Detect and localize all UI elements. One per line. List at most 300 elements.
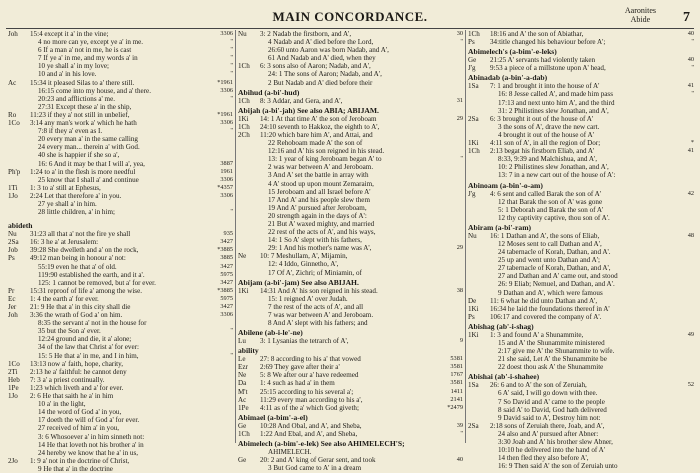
concordance-line xyxy=(468,90,694,98)
verse-text: 12 thy captivity captive, thou son of A'. xyxy=(498,213,610,222)
book-abbrev xyxy=(468,214,490,222)
concordance-line xyxy=(238,139,463,147)
verse-text: 1:22 And Ebal, and A', and Sheba, xyxy=(260,429,358,438)
book-abbrev: Joh xyxy=(8,30,18,38)
concordance-line xyxy=(8,95,233,103)
book-abbrev: De xyxy=(468,296,477,305)
book-abbrev xyxy=(468,99,490,107)
concordance-line xyxy=(468,123,694,131)
concordance-line xyxy=(468,64,694,72)
book-abbrev xyxy=(8,400,30,408)
concordance-line xyxy=(238,212,463,220)
verse-text: 3:14 any man's work a' which he hath xyxy=(30,119,137,128)
strongs-number: " xyxy=(460,38,463,46)
book-abbrev xyxy=(238,46,260,54)
verse-text: 21: 9 He that a' in this city shall die xyxy=(30,303,131,311)
concordance-line xyxy=(238,79,463,87)
book-abbrev: Le xyxy=(238,355,246,364)
concordance-line xyxy=(238,54,463,62)
strongs-number: 3306 xyxy=(220,30,233,37)
concordance-line xyxy=(8,400,233,408)
concordance-line xyxy=(238,188,463,196)
book-abbrev xyxy=(8,408,30,416)
book-abbrev xyxy=(8,143,30,151)
verse-text: 25 up and went unto Dathan and A'; xyxy=(498,256,600,265)
verse-text: 1: 4 the earth a' for ever. xyxy=(30,294,99,303)
book-abbrev xyxy=(468,414,490,422)
strongs-number xyxy=(672,280,694,288)
entry-headword xyxy=(238,345,463,355)
verse-text: 8 said A' to David, God hath delivered xyxy=(498,405,607,414)
strongs-number xyxy=(672,422,694,430)
verse-text: 18:16 and A' the son of Abiathar, xyxy=(490,30,584,38)
strongs-number xyxy=(441,413,463,422)
headword-text: ability xyxy=(238,346,259,356)
concordance-line xyxy=(8,384,233,392)
verse-text: 25 know that I shall a' and continue xyxy=(38,175,139,184)
verse-text: 12 that Barak the son of A' was gone xyxy=(498,197,603,206)
book-abbrev xyxy=(468,280,490,288)
verse-text: 4 A' stood up upon mount Zemaraim, xyxy=(268,179,374,188)
concordance-line xyxy=(238,269,463,277)
concordance-line xyxy=(468,331,694,339)
concordance-line xyxy=(8,287,233,295)
book-abbrev: Pr xyxy=(8,286,15,295)
strongs-number: 5975 xyxy=(220,294,233,302)
concordance-line xyxy=(468,347,694,355)
verse-text: 11:23 if they a' not still in unbelief, xyxy=(30,110,130,119)
verse-text: 3 the sons of A', drave the new cart. xyxy=(498,122,600,131)
entry-headword xyxy=(468,371,694,381)
concordance-line xyxy=(8,352,233,360)
book-abbrev: 1Ch xyxy=(468,147,480,156)
concordance-line xyxy=(238,147,463,155)
book-abbrev: 1Ki xyxy=(468,304,479,313)
verse-text: 125: 1 cannot be removed, but a' for ever. xyxy=(38,278,156,287)
concordance-line xyxy=(8,54,233,62)
entry-headword xyxy=(468,180,694,190)
strongs-number: 29 xyxy=(456,114,463,122)
concordance-columns xyxy=(6,30,696,473)
verse-text: 27 ye shall a' in him. xyxy=(38,199,97,208)
book-abbrev: 1Ti xyxy=(8,183,18,192)
strongs-number: *3885 xyxy=(217,246,233,254)
concordance-line xyxy=(8,87,233,95)
strongs-number xyxy=(672,206,694,214)
strongs-number xyxy=(672,115,694,123)
concordance-line xyxy=(468,107,694,115)
strongs-number xyxy=(672,454,694,462)
strongs-number: 48 xyxy=(687,231,694,239)
strongs-number: *4357 xyxy=(217,183,233,191)
verse-text: 13:13 now a' faith, hope, charity, xyxy=(30,359,124,368)
concordance-line xyxy=(238,46,463,54)
verse-text: 3 But God came to A' in a dream xyxy=(268,464,362,473)
entry-headword xyxy=(468,72,694,82)
concordance-line xyxy=(8,343,233,351)
concordance-line xyxy=(8,368,233,376)
strongs-number xyxy=(211,200,233,208)
strongs-number xyxy=(441,252,463,260)
strongs-number xyxy=(441,448,463,456)
book-abbrev: 1Ch xyxy=(238,429,250,438)
strongs-number: 52 xyxy=(687,381,694,389)
book-abbrev xyxy=(238,38,260,46)
concordance-line xyxy=(8,200,233,208)
verse-text: 9:53 a piece of a millstone upon A' head, xyxy=(490,64,606,73)
concordance-line xyxy=(8,295,233,303)
headword-text: Abishag (ab'-i-shag) xyxy=(468,321,534,331)
strongs-number xyxy=(211,319,233,327)
strongs-number: 3306 xyxy=(220,86,233,94)
verse-text: 61 And Nadab and A' died, when they xyxy=(268,54,376,63)
book-abbrev xyxy=(8,424,30,432)
concordance-line xyxy=(238,171,463,179)
strongs-number xyxy=(672,171,694,179)
concordance-line xyxy=(468,139,694,147)
entry-headword xyxy=(238,87,463,97)
book-abbrev xyxy=(8,103,30,111)
strongs-number xyxy=(441,278,463,287)
concordance-line xyxy=(8,311,233,319)
concordance-line xyxy=(238,163,463,171)
book-abbrev xyxy=(8,441,30,449)
verse-text: 10 ye shall a' in my love; xyxy=(38,62,110,71)
book-abbrev xyxy=(468,406,490,414)
verse-text: 7 So David and A' came to the people xyxy=(498,397,605,406)
entry-headword xyxy=(238,277,463,287)
book-abbrev xyxy=(8,151,30,159)
concordance-line xyxy=(238,311,463,319)
concordance-line xyxy=(468,198,694,206)
concordance-line xyxy=(8,271,233,279)
verse-text: 7:8 if they a' even as I. xyxy=(38,127,103,136)
strongs-number xyxy=(211,424,233,432)
strongs-number xyxy=(441,46,463,54)
strongs-number: 41 xyxy=(687,82,694,90)
verse-text: 14: 1 So A' slept with his fathers, xyxy=(268,236,362,245)
verse-text: 1: 4 such as had a' in them xyxy=(260,379,335,388)
strongs-number xyxy=(672,214,694,222)
concordance-line xyxy=(8,135,233,143)
concordance-line xyxy=(238,371,463,379)
book-abbrev xyxy=(238,236,260,244)
headword-text: Abihud (a-bi'-hud) xyxy=(238,87,300,97)
strongs-number xyxy=(672,355,694,363)
book-abbrev xyxy=(8,352,30,360)
verse-text: 26: 6 and to A' the son of Zeruiah, xyxy=(490,381,587,390)
strongs-number xyxy=(211,400,233,408)
book-abbrev xyxy=(468,206,490,214)
running-head xyxy=(625,6,656,24)
concordance-line xyxy=(468,430,694,438)
book-abbrev: Ge xyxy=(238,456,247,465)
headword-text: Abishai (ab'-i-shahee) xyxy=(468,372,540,382)
strongs-number: 3887 xyxy=(220,159,233,167)
book-abbrev xyxy=(238,319,260,327)
strongs-number xyxy=(211,376,233,384)
strongs-number xyxy=(211,368,233,376)
book-abbrev xyxy=(238,79,260,87)
verse-text: 34 of the law that Christ a' for ever: xyxy=(38,343,139,352)
strongs-number: " xyxy=(691,90,694,98)
concordance-line xyxy=(8,424,233,432)
verse-text: 2:24 Let that therefore a' in you. xyxy=(30,191,122,200)
concordance-line xyxy=(8,279,233,287)
concordance-line xyxy=(8,457,233,465)
verse-text: 15: 1 reigned A' over Judah. xyxy=(268,294,348,303)
concordance-line xyxy=(8,246,233,254)
verse-text: 10:10 he delivered into the hand of A' xyxy=(498,446,606,455)
verse-text: 2:13 he a' faithful: he cannot deny xyxy=(30,367,127,376)
strongs-number: " xyxy=(230,54,233,62)
concordance-line xyxy=(238,295,463,303)
verse-text: 14: 1 At that time A' the son of Jeroboam xyxy=(260,114,377,123)
strongs-number: *3885 xyxy=(217,286,233,294)
strongs-number: 29 xyxy=(456,244,463,252)
verse-text: 3: 2 Nadab the firstborn, and A', xyxy=(260,30,352,38)
page-header xyxy=(0,4,700,30)
concordance-line xyxy=(8,335,233,343)
verse-text: 13: 7 in a new cart out of the house of A': xyxy=(498,171,616,180)
concordance-line xyxy=(468,414,694,422)
concordance-line xyxy=(238,155,463,163)
book-abbrev xyxy=(8,319,30,327)
strongs-number xyxy=(441,188,463,196)
book-abbrev xyxy=(8,335,30,343)
strongs-number xyxy=(672,155,694,163)
strongs-number: 3306 xyxy=(220,191,233,199)
strongs-number: 3306 xyxy=(220,119,233,127)
concordance-line xyxy=(468,248,694,256)
book-abbrev: 2Sa xyxy=(8,238,19,247)
book-abbrev: 1Pe xyxy=(8,383,19,392)
strongs-number: 40 xyxy=(687,30,694,37)
headword-text: Abijam (a-bi'-jam) See also ABIJAH. xyxy=(238,277,359,287)
verse-text: 17 doeth the will of God a' for ever. xyxy=(38,416,140,425)
concordance-line xyxy=(8,376,233,384)
strongs-number: 5975 xyxy=(220,270,233,278)
strongs-number: " xyxy=(230,62,233,70)
verse-text: 1: 3 to a' still at Ephesus, xyxy=(30,183,101,192)
book-abbrev xyxy=(468,389,490,397)
strongs-number xyxy=(672,406,694,414)
book-abbrev: Ezr xyxy=(238,363,248,372)
verse-text: 7 was war between A' and Jeroboam. xyxy=(268,310,374,319)
strongs-number xyxy=(672,438,694,446)
strongs-number xyxy=(672,414,694,422)
concordance-line xyxy=(468,56,694,64)
concordance-line xyxy=(468,214,694,222)
concordance-line xyxy=(238,396,463,404)
verse-text: 21 she said, Let A' the Shunammite be xyxy=(498,355,607,364)
verse-text: 22 rest of the acts of A', and his ways, xyxy=(268,228,376,237)
book-abbrev xyxy=(238,464,260,472)
book-abbrev xyxy=(238,147,260,155)
strongs-number: 1961 xyxy=(220,167,233,175)
concordance-line xyxy=(468,389,694,397)
book-abbrev xyxy=(468,171,490,179)
book-abbrev xyxy=(8,127,30,135)
column-left xyxy=(6,30,236,473)
concordance-line xyxy=(238,456,463,464)
strongs-number xyxy=(441,106,463,115)
book-abbrev xyxy=(238,269,260,277)
strongs-number xyxy=(672,462,694,470)
concordance-line xyxy=(238,464,463,472)
verse-text: 8:35 the servant a' not in the house for xyxy=(38,319,147,328)
strongs-number: 30 xyxy=(456,30,463,37)
verse-text: 19 And A' pursued after Jeroboam, xyxy=(268,203,367,212)
verse-text: 15 and A' the Shunammite ministered xyxy=(498,339,605,347)
book-abbrev xyxy=(468,339,490,347)
verse-text: 21 But A' waxed mighty, and married xyxy=(268,219,375,228)
verse-text: 4:11 son of A', in all the region of Dor; xyxy=(490,139,601,148)
verse-text: 4:11 as of the a' which God giveth; xyxy=(260,403,359,412)
verse-text: 3:36 the wrath of God a' on him. xyxy=(30,311,123,320)
concordance-line xyxy=(8,168,233,176)
strongs-number xyxy=(441,464,463,472)
concordance-line xyxy=(238,319,463,327)
strongs-number xyxy=(211,221,233,230)
strongs-number xyxy=(672,305,694,313)
verse-text: 8: 3 Addar, and Gera, and A', xyxy=(260,96,343,105)
strongs-number xyxy=(672,240,694,248)
concordance-line xyxy=(468,38,694,46)
strongs-number xyxy=(211,416,233,424)
strongs-number: " xyxy=(230,127,233,135)
verse-text: 8 And A' slept with his fathers; and xyxy=(268,319,368,327)
book-abbrev xyxy=(468,155,490,163)
book-abbrev xyxy=(238,260,260,268)
concordance-line xyxy=(8,319,233,327)
concordance-line xyxy=(468,280,694,288)
verse-text: 16: 3 he a' at Jerusalem: xyxy=(30,238,99,247)
book-abbrev: Lu xyxy=(238,337,246,346)
concordance-line xyxy=(8,70,233,78)
book-abbrev xyxy=(8,200,30,208)
book-abbrev: Heb xyxy=(8,375,20,384)
verse-text: 25:15 according to his several a'; xyxy=(260,387,354,396)
strongs-number: 40 xyxy=(456,456,463,464)
concordance-line xyxy=(238,252,463,260)
verse-text: 10 a' in the light, xyxy=(38,400,86,409)
strongs-number xyxy=(211,103,233,111)
book-abbrev xyxy=(468,398,490,406)
book-abbrev xyxy=(468,248,490,256)
strongs-number: 2141 xyxy=(450,395,463,403)
concordance-line xyxy=(8,408,233,416)
book-abbrev: Jer xyxy=(8,303,17,311)
concordance-line xyxy=(468,355,694,363)
verse-text: 3: 1 Lysanias the tetrarch of A', xyxy=(260,337,349,346)
concordance-line xyxy=(468,171,694,179)
book-abbrev: Ec xyxy=(8,294,16,303)
strongs-number xyxy=(441,79,463,87)
strongs-number xyxy=(441,269,463,277)
running-head-last: Abide xyxy=(630,15,651,24)
concordance-line xyxy=(8,176,233,184)
book-abbrev xyxy=(8,135,30,143)
strongs-number xyxy=(441,171,463,179)
headword-text: Abimael (a-bim'-a-el) xyxy=(238,412,308,422)
book-abbrev xyxy=(8,263,30,271)
concordance-line xyxy=(468,272,694,280)
book-abbrev: Nu xyxy=(238,30,247,38)
strongs-number xyxy=(211,135,233,143)
book-abbrev xyxy=(238,180,260,188)
concordance-line xyxy=(8,360,233,368)
strongs-number xyxy=(211,360,233,368)
concordance-line xyxy=(8,160,233,168)
verse-text: 5: 8 We after our a' have redeemed xyxy=(260,371,359,380)
verse-text: 14 He that loveth not his brother a' in xyxy=(38,440,144,449)
verse-text: 12:24 ground and die, it a' alone; xyxy=(38,335,132,344)
entry-headword xyxy=(238,412,463,422)
concordance-line xyxy=(238,220,463,228)
concordance-line xyxy=(238,363,463,371)
strongs-number: 3427 xyxy=(220,278,233,286)
concordance-line xyxy=(8,103,233,111)
book-abbrev: 2Sa xyxy=(468,421,479,430)
concordance-line xyxy=(8,392,233,400)
strongs-number: " xyxy=(460,155,463,163)
book-abbrev xyxy=(8,176,30,184)
column-right xyxy=(466,30,696,471)
book-abbrev xyxy=(8,70,30,78)
strongs-number xyxy=(441,88,463,97)
book-abbrev: M't xyxy=(238,387,248,396)
headword-text: Abimelech's (a-bim'-e-leks) xyxy=(468,47,557,57)
book-abbrev xyxy=(238,70,260,78)
concordance-line xyxy=(8,143,233,151)
verse-text: 11: 6 what he did unto Dathan and A', xyxy=(490,296,598,305)
strongs-number xyxy=(672,446,694,454)
concordance-line xyxy=(8,433,233,441)
concordance-line xyxy=(238,204,463,212)
concordance-line xyxy=(468,256,694,264)
verse-text: 16: 6 And it may be that I will a', yea, xyxy=(38,159,145,168)
book-abbrev xyxy=(238,295,260,303)
strongs-number: 3427 xyxy=(220,238,233,246)
verse-text: 39:28 She dwelleth and a' on the rock, xyxy=(30,246,139,255)
verse-text: 2: 6 He that saith he a' in him xyxy=(30,392,114,401)
verse-text: 34:title changed his behaviour before A'; xyxy=(490,38,606,47)
headword-text: Abijah (a-bi'-jah) See also ABIA; ABIJAM. xyxy=(238,105,379,115)
strongs-number xyxy=(672,430,694,438)
strongs-number: 3885 xyxy=(220,254,233,262)
book-abbrev xyxy=(8,54,30,62)
book-abbrev xyxy=(468,256,490,264)
verse-text: 2 was war between A' and Jeroboam. xyxy=(268,163,374,172)
headword-text: Abinoam (a-bin'-o-am) xyxy=(468,180,543,190)
strongs-number xyxy=(211,384,233,392)
strongs-number xyxy=(672,347,694,355)
strongs-number: 3306 xyxy=(220,175,233,183)
book-abbrev: 2Ch xyxy=(238,130,250,139)
concordance-line xyxy=(238,303,463,311)
strongs-number: * xyxy=(690,139,694,147)
strongs-number xyxy=(672,297,694,305)
book-abbrev xyxy=(468,430,490,438)
book-abbrev: 1Co xyxy=(8,119,20,128)
book-abbrev xyxy=(468,438,490,446)
running-head-first: Aaronites xyxy=(624,6,656,15)
strongs-number xyxy=(672,289,694,297)
verse-text: 35 but the Son a' ever. xyxy=(38,327,101,336)
book-abbrev xyxy=(8,449,30,457)
strongs-number: 1767 xyxy=(450,371,463,379)
